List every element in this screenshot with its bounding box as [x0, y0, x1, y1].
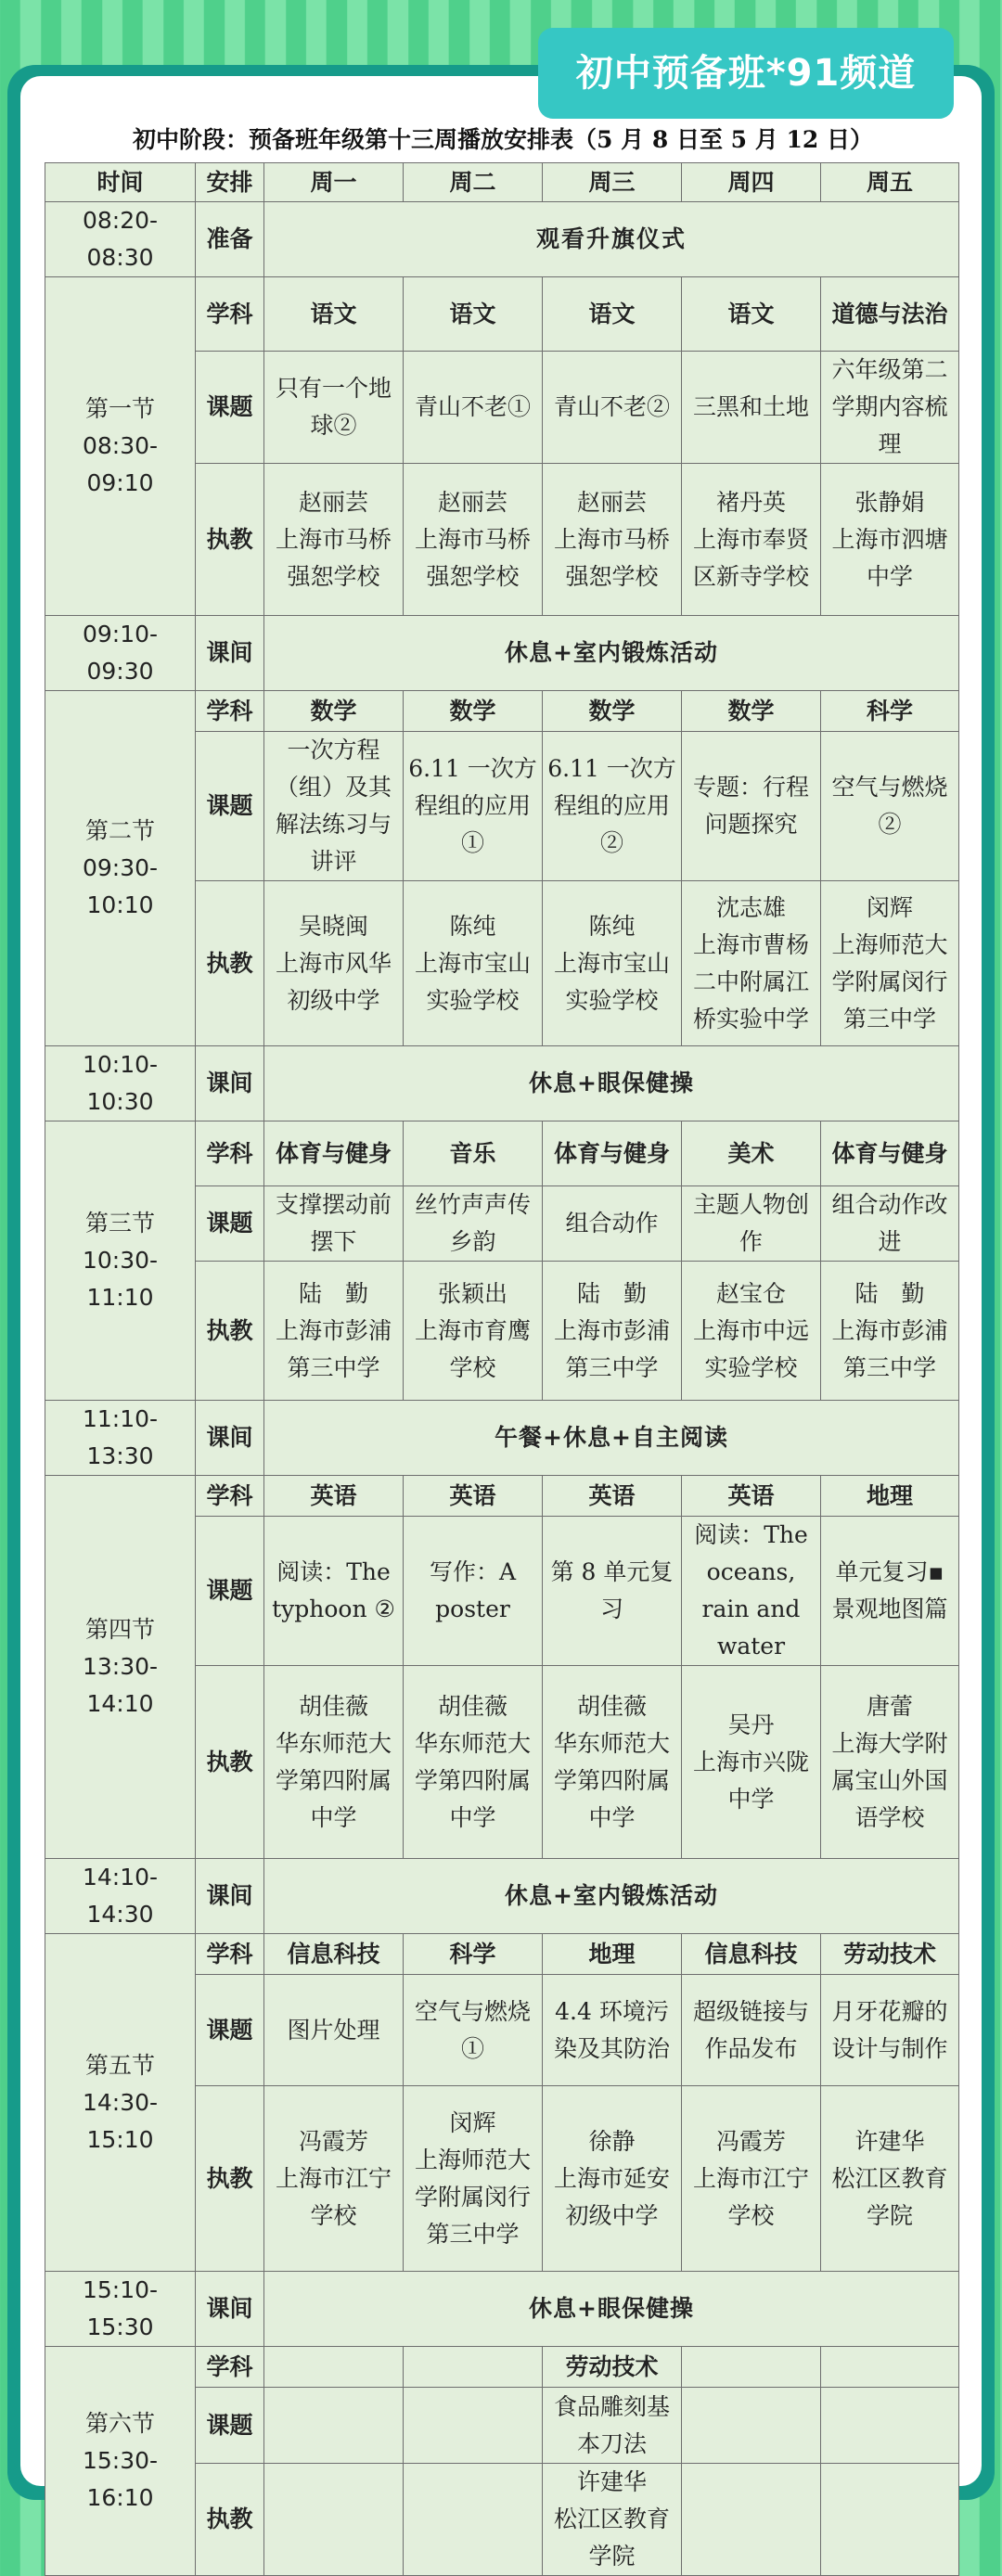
subject-cell: 数学 [682, 691, 821, 732]
teacher-cell [682, 1666, 821, 1859]
break-row [45, 1401, 959, 1476]
channel-badge: 初中预备班*91频道 [538, 28, 954, 119]
row-label-subject: 学科 [196, 1121, 264, 1186]
break-row [45, 202, 959, 277]
subject-cell: 体育与健身 [264, 1121, 404, 1186]
subject-cell: 语文 [404, 277, 543, 352]
row-label-teacher: 执教 [196, 1666, 264, 1859]
teacher-school: 上海市彭浦第三中学 [831, 1316, 948, 1381]
row-label-topic: 课题 [196, 1186, 264, 1262]
teacher-name: 闵辉 [866, 893, 913, 921]
period-time: 09:30-10:10 [82, 854, 159, 918]
period-name: 第六节 [84, 2410, 155, 2437]
row-label-teacher: 执教 [196, 1262, 264, 1401]
subject-row [45, 1934, 959, 1975]
teacher-school: 上海市宝山实验学校 [553, 949, 670, 1014]
subject-cell [682, 2347, 821, 2388]
teacher-cell [821, 464, 959, 616]
teacher-name: 许建华 [854, 2127, 925, 2155]
row-label-topic: 课题 [196, 1517, 264, 1666]
teacher-name: 冯霞芳 [298, 2127, 368, 2155]
topic-cell: 六年级第二学期内容梳理 [821, 352, 959, 464]
break-label: 课间 [196, 2272, 264, 2347]
break-label: 准备 [196, 202, 264, 277]
row-label-subject: 学科 [196, 2347, 264, 2388]
column-header: 周五 [821, 163, 959, 202]
topic-cell: 专题：行程问题探究 [682, 732, 821, 881]
break-activity: 午餐+休息+自主阅读 [264, 1401, 959, 1476]
teacher-school: 上海市育鹰学校 [414, 1316, 531, 1381]
period-cell [45, 277, 196, 616]
teacher-name: 闵辉 [449, 2108, 496, 2136]
teacher-school: 上海市马桥强恕学校 [414, 525, 531, 590]
subject-cell: 语文 [682, 277, 821, 352]
subject-cell [264, 2347, 404, 2388]
topic-cell: 一次方程（组）及其解法练习与讲评 [264, 732, 404, 881]
teacher-cell [682, 2464, 821, 2576]
schedule-title: 初中阶段：预备班年级第十三周播放安排表（5 月 8 日至 5 月 12 日） [133, 126, 873, 153]
teacher-cell [264, 881, 404, 1046]
period-cell [45, 1121, 196, 1401]
topic-cell: 4.4 环境污染及其防治 [543, 1975, 682, 2086]
teacher-cell [264, 2464, 404, 2576]
break-time: 08:20-08:30 [45, 202, 196, 277]
row-label-subject: 学科 [196, 1476, 264, 1517]
row-label-subject: 学科 [196, 1934, 264, 1975]
subject-row [45, 1476, 959, 1517]
break-row [45, 616, 959, 691]
column-header: 安排 [196, 163, 264, 202]
period-time: 15:30-16:10 [82, 2447, 159, 2511]
teacher-school: 上海市彭浦第三中学 [275, 1316, 392, 1381]
break-time: 15:10-15:30 [45, 2272, 196, 2347]
teacher-name: 赵丽芸 [437, 488, 507, 516]
row-label-topic: 课题 [196, 732, 264, 881]
row-label-topic: 课题 [196, 1975, 264, 2086]
teacher-school: 上海师范大学附属闵行第三中学 [831, 930, 948, 1032]
column-header: 周一 [264, 163, 404, 202]
teacher-school: 上海市马桥强恕学校 [553, 525, 670, 590]
period-name: 第二节 [84, 817, 155, 844]
break-activity: 休息+室内锻炼活动 [264, 1859, 959, 1934]
break-row [45, 1859, 959, 1934]
break-label: 课间 [196, 1859, 264, 1934]
teacher-school: 上海市马桥强恕学校 [275, 525, 392, 590]
break-row [45, 2272, 959, 2347]
topic-cell: 图片处理 [264, 1975, 404, 2086]
subject-cell: 科学 [404, 1934, 543, 1975]
subject-cell: 数学 [264, 691, 404, 732]
teacher-cell [404, 881, 543, 1046]
teacher-school: 松江区教育学院 [831, 2164, 948, 2229]
row-label-teacher: 执教 [196, 464, 264, 616]
subject-cell: 劳动技术 [543, 2347, 682, 2388]
teacher-school: 上海市泗塘中学 [831, 525, 948, 590]
period-time: 10:30-11:10 [82, 1247, 159, 1311]
teacher-school: 上海市江宁学校 [275, 2164, 392, 2229]
teacher-cell [543, 2464, 682, 2576]
subject-row [45, 2347, 959, 2388]
topic-cell: 青山不老① [404, 352, 543, 464]
break-row [45, 1046, 959, 1121]
subject-cell: 体育与健身 [821, 1121, 959, 1186]
teacher-cell [543, 464, 682, 616]
teacher-school: 松江区教育学院 [553, 2506, 670, 2570]
teacher-school: 上海市奉贤区新寺学校 [692, 525, 809, 590]
subject-cell [821, 2347, 959, 2388]
teacher-cell [404, 2464, 543, 2576]
teacher-cell [682, 2086, 821, 2272]
topic-cell: 第 8 单元复习 [543, 1517, 682, 1666]
row-label-subject: 学科 [196, 691, 264, 732]
subject-row [45, 691, 959, 732]
teacher-name: 陆 勤 [298, 1279, 368, 1307]
subject-cell: 英语 [543, 1476, 682, 1517]
topic-cell: 6.11 一次方程组的应用② [543, 732, 682, 881]
break-activity: 观看升旗仪式 [264, 202, 959, 277]
teacher-cell [821, 881, 959, 1046]
subject-cell: 道德与法治 [821, 277, 959, 352]
subject-cell: 英语 [682, 1476, 821, 1517]
row-label-topic: 课题 [196, 352, 264, 464]
subject-cell: 信息科技 [682, 1934, 821, 1975]
teacher-cell [682, 464, 821, 616]
teacher-school: 上海大学附属宝山外国语学校 [831, 1729, 948, 1831]
teacher-school: 上海市兴陇中学 [692, 1748, 809, 1813]
topic-cell: 青山不老② [543, 352, 682, 464]
subject-cell: 英语 [264, 1476, 404, 1517]
subject-row [45, 277, 959, 352]
teacher-cell [264, 1666, 404, 1859]
column-header: 周二 [404, 163, 543, 202]
topic-cell: 组合动作 [543, 1186, 682, 1262]
subject-cell: 数学 [404, 691, 543, 732]
teacher-name: 张颖出 [437, 1279, 507, 1307]
teacher-cell [821, 1262, 959, 1401]
teacher-name: 胡佳薇 [576, 1692, 647, 1720]
period-name: 第五节 [84, 2051, 155, 2079]
topic-cell: 只有一个地球② [264, 352, 404, 464]
teacher-school: 上海市延安初级中学 [553, 2164, 670, 2229]
period-name: 第一节 [84, 395, 155, 422]
break-activity: 休息+眼保健操 [264, 1046, 959, 1121]
subject-cell: 地理 [543, 1934, 682, 1975]
teacher-name: 胡佳薇 [298, 1692, 368, 1720]
teacher-name: 徐静 [588, 2127, 636, 2155]
subject-cell: 英语 [404, 1476, 543, 1517]
teacher-cell [404, 464, 543, 616]
row-label-topic: 课题 [196, 2388, 264, 2464]
teacher-name: 张静娟 [854, 488, 925, 516]
period-name: 第四节 [84, 1616, 155, 1643]
topic-cell [821, 2388, 959, 2464]
teacher-name: 陈纯 [449, 912, 496, 940]
teacher-school: 华东师范大学第四附属中学 [553, 1729, 670, 1831]
teacher-cell [682, 1262, 821, 1401]
topic-cell [682, 2388, 821, 2464]
teacher-name: 唐蕾 [866, 1692, 913, 1720]
period-cell [45, 2347, 196, 2576]
break-time: 10:10-10:30 [45, 1046, 196, 1121]
teacher-cell [821, 2086, 959, 2272]
teacher-name: 许建华 [576, 2468, 647, 2495]
teacher-cell [543, 2086, 682, 2272]
teacher-name: 陈纯 [588, 912, 636, 940]
topic-cell: 支撑摆动前摆下 [264, 1186, 404, 1262]
subject-cell: 数学 [543, 691, 682, 732]
topic-cell: 空气与燃烧② [821, 732, 959, 881]
row-label-teacher: 执教 [196, 2464, 264, 2576]
teacher-cell [404, 1666, 543, 1859]
topic-cell [264, 2388, 404, 2464]
break-activity: 休息+室内锻炼活动 [264, 616, 959, 691]
teacher-name: 陆 勤 [854, 1279, 925, 1307]
teacher-name: 冯霞芳 [715, 2127, 786, 2155]
teacher-name: 赵丽芸 [298, 488, 368, 516]
teacher-cell [264, 1262, 404, 1401]
teacher-cell [543, 881, 682, 1046]
break-time: 14:10-14:30 [45, 1859, 196, 1934]
teacher-cell [543, 1262, 682, 1401]
teacher-name: 赵丽芸 [576, 488, 647, 516]
topic-cell: 月牙花瓣的设计与制作 [821, 1975, 959, 2086]
topic-cell: 主题人物创作 [682, 1186, 821, 1262]
topic-cell: 组合动作改进 [821, 1186, 959, 1262]
break-activity: 休息+眼保健操 [264, 2272, 959, 2347]
teacher-school: 华东师范大学第四附属中学 [414, 1729, 531, 1831]
topic-cell: 丝竹声声传乡韵 [404, 1186, 543, 1262]
teacher-name: 褚丹英 [715, 488, 786, 516]
break-time: 09:10-09:30 [45, 616, 196, 691]
subject-cell: 地理 [821, 1476, 959, 1517]
break-label: 课间 [196, 1046, 264, 1121]
teacher-name: 沈志雄 [715, 893, 786, 921]
topic-cell: 6.11 一次方程组的应用① [404, 732, 543, 881]
row-label-teacher: 执教 [196, 881, 264, 1046]
teacher-school: 上海市彭浦第三中学 [553, 1316, 670, 1381]
break-label: 课间 [196, 1401, 264, 1476]
row-label-teacher: 执教 [196, 2086, 264, 2272]
subject-cell: 体育与健身 [543, 1121, 682, 1186]
subject-cell: 音乐 [404, 1121, 543, 1186]
teacher-cell [404, 2086, 543, 2272]
teacher-school: 华东师范大学第四附属中学 [275, 1729, 392, 1831]
topic-cell: 超级链接与作品发布 [682, 1975, 821, 2086]
teacher-cell [264, 2086, 404, 2272]
teacher-name: 胡佳薇 [437, 1692, 507, 1720]
schedule-table [45, 162, 959, 2576]
break-time: 11:10-13:30 [45, 1401, 196, 1476]
period-cell [45, 691, 196, 1046]
column-header: 周四 [682, 163, 821, 202]
teacher-school: 上海师范大学附属闵行第三中学 [414, 2146, 531, 2248]
period-cell [45, 1934, 196, 2272]
teacher-cell [682, 881, 821, 1046]
column-header: 周三 [543, 163, 682, 202]
teacher-name: 吴晓闽 [298, 912, 368, 940]
topic-cell: 空气与燃烧① [404, 1975, 543, 2086]
topic-cell: 写作：A poster [404, 1517, 543, 1666]
teacher-name: 陆 勤 [576, 1279, 647, 1307]
subject-cell: 语文 [543, 277, 682, 352]
teacher-cell [264, 464, 404, 616]
header-row [45, 163, 959, 202]
teacher-cell [543, 1666, 682, 1859]
row-label-subject: 学科 [196, 277, 264, 352]
period-time: 14:30-15:10 [82, 2088, 159, 2153]
topic-cell [404, 2388, 543, 2464]
teacher-cell [821, 2464, 959, 2576]
topic-cell: 阅读：The oceans, rain and water [682, 1517, 821, 1666]
topic-cell: 单元复习▪景观地图篇 [821, 1517, 959, 1666]
period-cell [45, 1476, 196, 1859]
subject-cell: 劳动技术 [821, 1934, 959, 1975]
topic-cell: 三黑和土地 [682, 352, 821, 464]
teacher-name: 赵宝仓 [715, 1279, 786, 1307]
topic-cell: 食品雕刻基本刀法 [543, 2388, 682, 2464]
subject-row [45, 1121, 959, 1186]
subject-cell: 美术 [682, 1121, 821, 1186]
teacher-school: 上海市曹杨二中附属江桥实验中学 [692, 930, 809, 1032]
teacher-name: 吴丹 [727, 1711, 775, 1738]
period-time: 08:30-09:10 [82, 432, 159, 496]
subject-cell: 信息科技 [264, 1934, 404, 1975]
subject-cell [404, 2347, 543, 2388]
column-header: 时间 [45, 163, 196, 202]
subject-cell: 科学 [821, 691, 959, 732]
break-label: 课间 [196, 616, 264, 691]
teacher-school: 上海市宝山实验学校 [414, 949, 531, 1014]
topic-cell: 阅读：The typhoon ② [264, 1517, 404, 1666]
period-name: 第三节 [84, 1210, 155, 1237]
teacher-school: 上海市中远实验学校 [692, 1316, 809, 1381]
teacher-cell [821, 1666, 959, 1859]
period-time: 13:30-14:10 [82, 1653, 159, 1717]
subject-cell: 语文 [264, 277, 404, 352]
teacher-school: 上海市风华初级中学 [275, 949, 392, 1014]
teacher-school: 上海市江宁学校 [692, 2164, 809, 2229]
teacher-cell [404, 1262, 543, 1401]
